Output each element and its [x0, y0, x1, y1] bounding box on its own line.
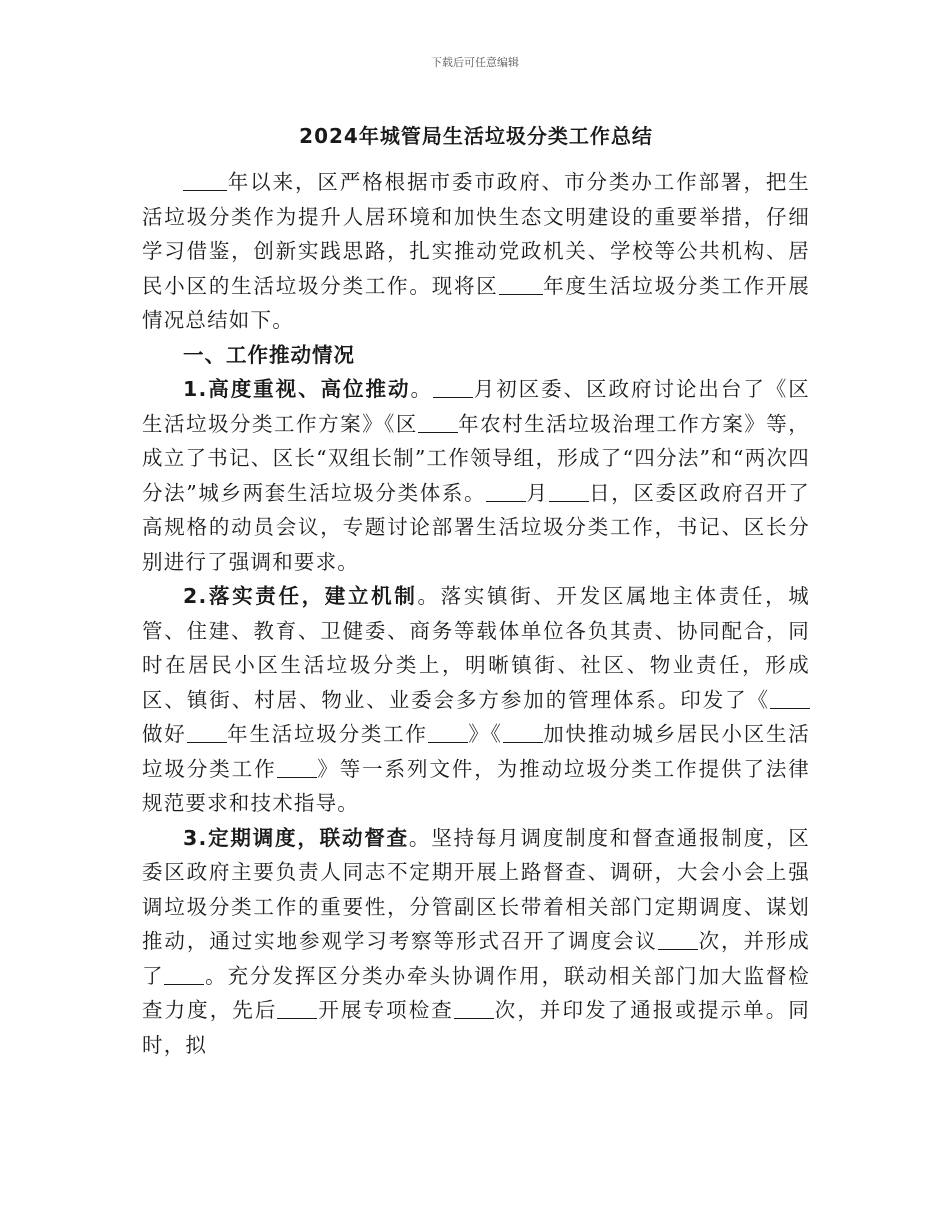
- item-text: 年生活垃圾分类工作: [226, 722, 428, 746]
- item-text: 次，并印发了通报或提示单。同时，拟: [142, 998, 810, 1057]
- fill-blank: [164, 966, 204, 985]
- fill-blank: [277, 759, 317, 778]
- item-text: 》《: [467, 722, 503, 746]
- item-text: 加快推动城乡居民小区生活垃圾分类工作: [142, 722, 810, 781]
- item-text: 。充分发挥区分类办牵头协调作用，联动相关部门加大监督检查力度，先后: [142, 963, 810, 1022]
- fill-blank: [503, 724, 543, 743]
- fill-blank: [486, 483, 526, 502]
- intro-text: 年以来，区严格根据市委市政府、市分类办工作部署，把生活垃圾分类作为提升人居环境和加快生态文明建设的重要举措，仔细学习借鉴，创新实践思路，扎实推动党政机关、学校等公共机构、居民小区的生活垃圾分类工作。现将区: [142, 170, 810, 298]
- fill-blank: [499, 276, 543, 295]
- item-text: 。坚持每月调度制度和督查通报制度，区委区政府主要负责人同志不定期开展上路督查、调研，大会小会上强调垃圾分类工作的重要性，分管副区长带着相关部门定期调度、谋划推动，通过实地参观学习考察等形式召开了调度会议: [142, 825, 810, 953]
- item-text: 。落实镇街、开发区属地主体责任，城管、住建、教育、卫健委、商务等载体单位各负其责、协同配合，同时在居民小区生活垃圾分类上，明晰镇街、社区、物业责任，形成区、镇街、村居、物业、业委会多方参加的管理体系。印发了《: [142, 584, 810, 712]
- item-text: 次，并形成了: [142, 929, 811, 988]
- section-heading: 一、工作推动情况: [183, 342, 355, 367]
- fill-blank: [187, 724, 227, 743]
- document-title: 2024年城管局生活垃圾分类工作总结: [299, 124, 653, 148]
- fill-blank: [418, 414, 458, 433]
- item-text: 年农村生活垃圾治理工作方案》等，成立了书记、区长“双组长制”工作领导组，形成了“四分法”和“两次四分法”城乡两套生活垃圾分类体系。: [142, 411, 810, 505]
- intro-text: 年度生活垃圾分类工作开展情况总结如下。: [142, 273, 811, 332]
- fill-blank: [277, 1000, 317, 1019]
- item-text: 做好: [142, 722, 187, 746]
- fill-blank: [549, 483, 589, 502]
- item-text: 日，区委区政府召开了高规格的动员会议，专题讨论部署生活垃圾分类工作，书记、区长分别进行了强调和要求。: [142, 480, 811, 574]
- document-body: [142, 120, 810, 1062]
- fill-blank: [183, 172, 227, 191]
- item-text: 月: [526, 480, 549, 505]
- fill-blank: [658, 931, 698, 950]
- item-text: 开展专项检查: [317, 998, 454, 1022]
- item-paragraph-2: [142, 579, 810, 821]
- item-lead: 3.定期调度，联动督查: [183, 825, 409, 850]
- item-paragraph-3: [142, 821, 810, 1063]
- intro-paragraph: [142, 165, 810, 338]
- fill-blank: [454, 1000, 494, 1019]
- item-lead: 2.落实责任，建立机制: [183, 584, 418, 608]
- fill-blank: [433, 379, 473, 398]
- item-paragraph-1: [142, 372, 810, 579]
- fill-blank: [428, 724, 468, 743]
- item-text: 》等一系列文件，为推动垃圾分类工作提供了法律规范要求和技术指导。: [142, 756, 810, 815]
- item-text: 。: [410, 377, 433, 401]
- fill-blank: [770, 690, 810, 709]
- header-note: 下载后可任意编辑: [431, 56, 519, 69]
- item-text: 月初区委、区政府讨论出台了《区生活垃圾分类工作方案》《区: [142, 377, 811, 436]
- item-lead: 1.高度重视、高位推动: [183, 377, 411, 401]
